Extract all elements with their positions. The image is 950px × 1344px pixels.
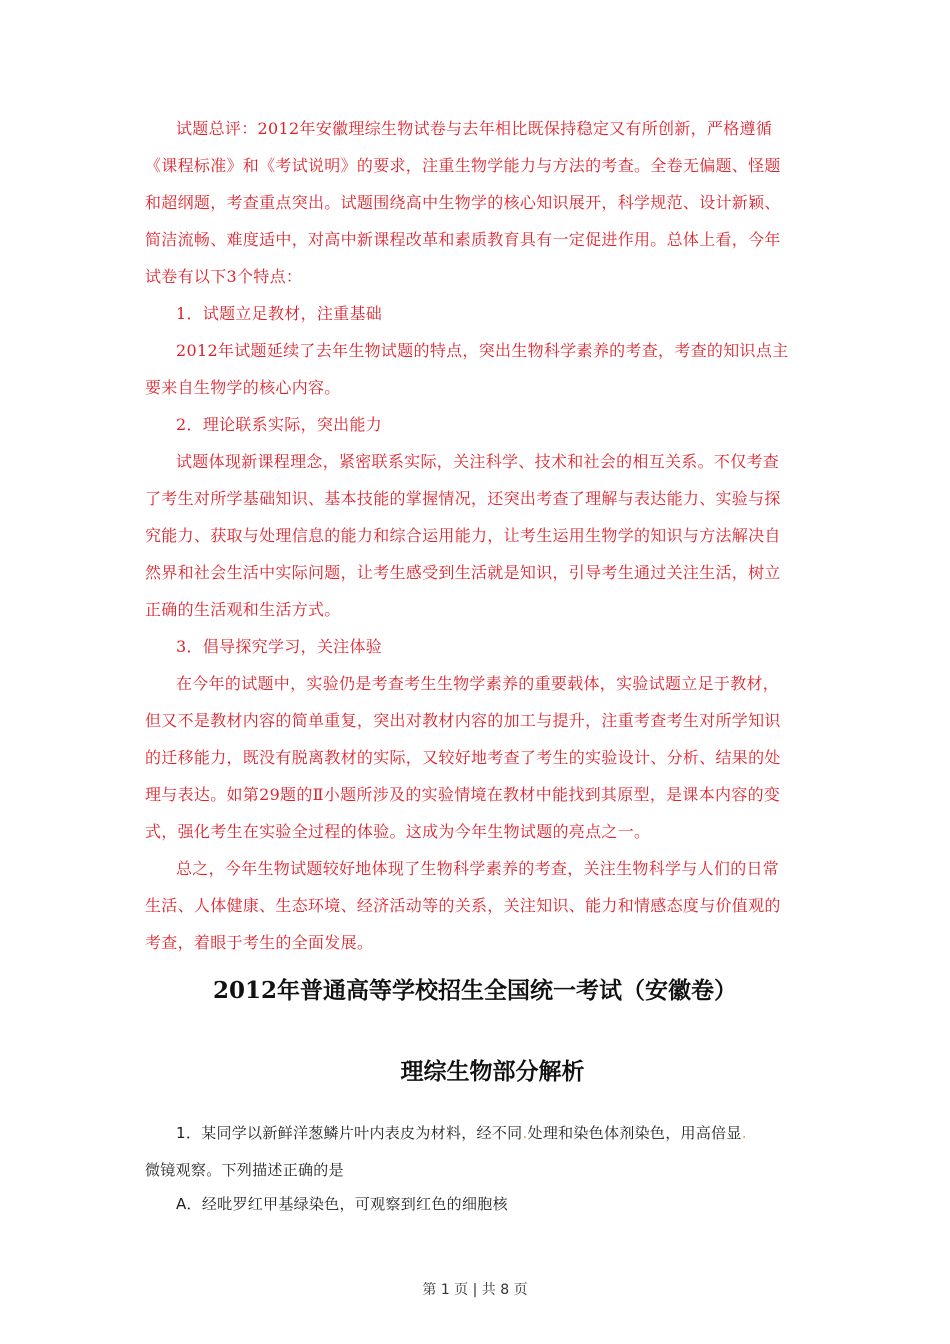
review-intro-line: 试题总评：2012年安徽理综生物试卷与去年相比既保持稳定又有所创新，严格遵循 bbox=[176, 119, 773, 138]
question-1-option-a: A．经吡罗红甲基绿染色，可观察到红色的细胞核 bbox=[176, 1195, 508, 1213]
point1-line: 要来自生物学的核心内容。 bbox=[145, 378, 341, 397]
point3-line: 但又不是教材内容的简单重复，突出对教材内容的加工与提升，注重考查考生对所学知识 bbox=[145, 711, 781, 730]
review-intro-line: 和超纲题，考查重点突出。试题围绕高中生物学的核心知识展开，科学规范、设计新颖、 bbox=[145, 193, 781, 212]
conclusion-line: 考查，着眼于考生的全面发展。 bbox=[145, 933, 374, 952]
review-intro-line: 简洁流畅、难度适中，对高中新课程改革和素质教育具有一定促进作用。总体上看，今年 bbox=[145, 230, 781, 249]
conclusion-line: 总之，今年生物试题较好地体现了生物科学素养的考查，关注生物科学与人们的日常 bbox=[176, 859, 780, 878]
point3-line: 在今年的试题中，实验仍是考查考生生物学素养的重要载体，实验试题立足于教材， bbox=[176, 674, 780, 693]
document-title: 2012年普通高等学校招生全国统一考试（安徽卷） bbox=[212, 977, 737, 1004]
edit-mark: . bbox=[522, 1124, 528, 1142]
point1-line: 2012年试题延续了去年生物试题的特点，突出生物科学素养的考查，考查的知识点主 bbox=[176, 341, 789, 360]
point3-heading: 3．倡导探究学习，关注体验 bbox=[176, 637, 383, 656]
page-footer: 第 1 页 | 共 8 页 bbox=[422, 1282, 528, 1298]
point2-line: 正确的生活观和生活方式。 bbox=[145, 600, 341, 619]
question-1-stem-part: 1．某同学以新鲜洋葱鳞片叶内表皮为材料，经不同 bbox=[176, 1124, 523, 1142]
point2-line: 究能力、获取与处理信息的能力和综合运用能力，让考生运用生物学的知识与方法解决自 bbox=[145, 526, 781, 545]
point3-line: 的迁移能力，既没有脱离教材的实际，又较好地考查了考生的实验设计、分析、结果的处 bbox=[145, 748, 781, 767]
point1-heading: 1．试题立足教材，注重基础 bbox=[176, 304, 383, 323]
point3-line: 理与表达。如第29题的Ⅱ小题所涉及的实验情境在教材中能找到其原型，是课本内容的变 bbox=[145, 785, 781, 804]
edit-mark: . bbox=[741, 1124, 747, 1142]
review-intro-line: 试卷有以下3个特点： bbox=[145, 267, 303, 286]
review-intro-line: 《课程标准》和《考试说明》的要求，注重生物学能力与方法的考查。全卷无偏题、怪题 bbox=[145, 156, 781, 175]
point2-line: 试题体现新课程理念，紧密联系实际，关注科学、技术和社会的相互关系。不仅考查 bbox=[176, 452, 780, 471]
document-subtitle: 理综生物部分解析 bbox=[400, 1059, 585, 1085]
point2-line: 然界和社会生活中实际问题，让考生感受到生活就是知识，引导考生通过关注生活，树立 bbox=[145, 563, 781, 582]
question-1-stem-line bbox=[176, 1123, 747, 1143]
question-1-stem-part: 处理和染色体剂染色，用高倍显 bbox=[527, 1124, 742, 1142]
question-1-stem-line: 微镜观察。下列描述正确的是 bbox=[145, 1161, 344, 1179]
point3-line: 式，强化考生在实验全过程的体验。这成为今年生物试题的亮点之一。 bbox=[145, 822, 651, 841]
point2-heading: 2．理论联系实际，突出能力 bbox=[176, 415, 383, 434]
point2-line: 了考生对所学基础知识、基本技能的掌握情况，还突出考查了理解与表达能力、实验与探 bbox=[145, 489, 781, 508]
conclusion-line: 生活、人体健康、生态环境、经济活动等的关系，关注知识、能力和情感态度与价值观的 bbox=[145, 896, 781, 915]
